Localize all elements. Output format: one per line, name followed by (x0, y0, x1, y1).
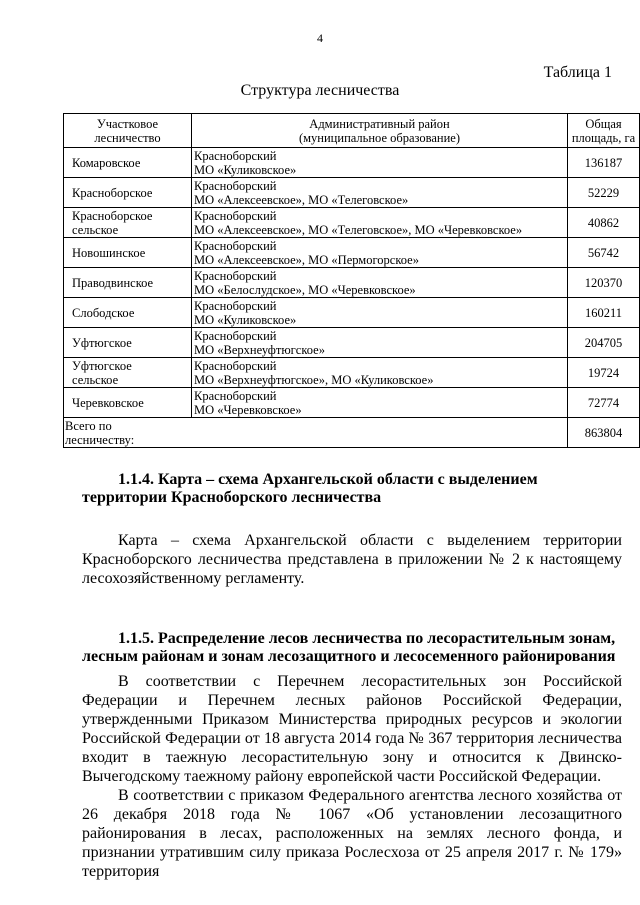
section-heading-1-1-4 (82, 471, 622, 507)
paragraph: Карта – схема Архангельской области с выделением территории Красноборского лесничества представлена в приложении № 2 к настоящему лесохозяйственному регламенту. (82, 532, 622, 587)
cell-line: МО «Алексеевское», МО «Телеговское» (194, 192, 409, 207)
area-cell: 160211 (568, 298, 640, 328)
paragraph: В соответствии с приказом Федерального агентства лесного хозяйства от 26 декабря 2018 года № 1067 «Об установлении лесозащитного районирования в лесах, расположенных на землях лесного фонда, и признании утратившим силу приказа Рослесхоза от 25 апреля 2017 г. № 179» территория (82, 787, 622, 880)
area-cell: 19724 (568, 358, 640, 388)
table-row (64, 178, 640, 208)
cell-line: лесничеству: (65, 432, 135, 447)
heading-line: 1.1.4. Карта – схема Архангельской области с выделением (118, 471, 538, 488)
header-forestry (64, 114, 192, 148)
cell-line: Черевковское (72, 395, 144, 410)
forestry-name-cell (64, 208, 192, 238)
header-line: площадь, га (571, 130, 636, 145)
cell-line: МО «Верхнеуфтюгское», МО «Куликовское» (194, 372, 434, 387)
cell-line: Праводвинское (72, 275, 154, 290)
district-cell (192, 298, 568, 328)
table-row (64, 328, 640, 358)
section-1-1-4-body (82, 531, 622, 588)
cell-line: МО «Куликовское» (194, 312, 297, 327)
forestry-name-cell (64, 238, 192, 268)
cell-line: МО «Верхнеуфтюгское» (194, 342, 325, 357)
cell-line: МО «Черевковское» (194, 402, 302, 417)
table-row (64, 148, 640, 178)
area-cell: 56742 (568, 238, 640, 268)
header-district (192, 114, 568, 148)
area-cell: 40862 (568, 208, 640, 238)
total-area-cell: 863804 (568, 418, 640, 448)
table-header-row (64, 114, 640, 148)
cell-line: Всего по (65, 418, 112, 433)
table-row (64, 358, 640, 388)
cell-line: Красноборский (194, 358, 277, 373)
cell-line: Красноборский (194, 388, 277, 403)
table-row (64, 298, 640, 328)
table-row (64, 238, 640, 268)
cell-line: Красноборский (194, 268, 277, 283)
header-line: (муниципальное образование) (298, 130, 461, 145)
area-cell: 120370 (568, 268, 640, 298)
table-total-row (64, 418, 640, 448)
cell-line: МО «Алексеевское», МО «Пермогорское» (194, 252, 419, 267)
cell-line: Комаровское (72, 155, 141, 170)
area-cell: 136187 (568, 148, 640, 178)
area-cell: 72774 (568, 388, 640, 418)
forestry-name-cell (64, 358, 192, 388)
forestry-name-cell (64, 298, 192, 328)
cell-line: Слободское (72, 305, 135, 320)
table-label: Таблица 1 (543, 64, 612, 81)
header-line: лесничество (94, 130, 161, 145)
cell-line: Уфтюгское (72, 358, 132, 373)
header-area (568, 114, 640, 148)
paragraph: В соответствии с Перечнем лесорастительных зон Российской Федерации и Перечнем лесных районов Российской Федерации, утвержденными Приказом Министерства природных ресурсов и экологии Российской Федерации от 18 августа 2014 года № 367 территория лесничества входит в таежную лесорастительную зону и относится к Двинско-Вычегодскому таежному району европейской части Российской Федерации. (82, 673, 622, 785)
cell-line: сельское (72, 222, 119, 237)
header-line: Общая (585, 116, 622, 131)
forestry-name-cell (64, 148, 192, 178)
total-label-cell (64, 418, 568, 448)
cell-line: Красноборское (72, 185, 153, 200)
cell-line: сельское (72, 372, 119, 387)
header-line: Административный район (309, 116, 450, 131)
cell-line: Красноборский (194, 328, 277, 343)
district-cell (192, 178, 568, 208)
cell-line: МО «Куликовское» (194, 162, 297, 177)
cell-line: Красноборское (72, 208, 153, 223)
forestry-structure-table (63, 113, 640, 448)
district-cell (192, 238, 568, 268)
table-row (64, 268, 640, 298)
heading-line: территории Красноборского лесничества (82, 489, 382, 506)
cell-line: Красноборский (194, 298, 277, 313)
header-line: Участковое (96, 116, 159, 131)
district-cell (192, 358, 568, 388)
cell-line: МО «Белослудское», МО «Черевковское» (194, 282, 416, 297)
heading-line: лесным районам и зонам лесозащитного и лесосеменного районирования (82, 648, 616, 665)
cell-line: Красноборский (194, 178, 277, 193)
cell-line: Красноборский (194, 238, 277, 253)
cell-line: Уфтюгское (72, 335, 132, 350)
area-cell: 52229 (568, 178, 640, 208)
section-1-1-5-body (82, 672, 622, 881)
cell-line: Новошинское (72, 245, 146, 260)
section-heading-1-1-5 (82, 630, 622, 666)
heading-line: 1.1.5. Распределение лесов лесничества по лесорастительным зонам, (118, 630, 616, 647)
page-number: 4 (317, 31, 323, 45)
area-cell: 204705 (568, 328, 640, 358)
cell-line: Красноборский (194, 208, 277, 223)
district-cell (192, 148, 568, 178)
forestry-name-cell (64, 388, 192, 418)
table-row (64, 208, 640, 238)
table-title: Структура лесничества (240, 82, 400, 99)
district-cell (192, 328, 568, 358)
district-cell (192, 208, 568, 238)
forestry-name-cell (64, 268, 192, 298)
cell-line: Красноборский (194, 148, 277, 163)
forestry-name-cell (64, 328, 192, 358)
forestry-name-cell (64, 178, 192, 208)
table-row (64, 388, 640, 418)
district-cell (192, 388, 568, 418)
cell-line: МО «Алексеевское», МО «Телеговское», МО «Черевковское» (194, 222, 523, 237)
district-cell (192, 268, 568, 298)
